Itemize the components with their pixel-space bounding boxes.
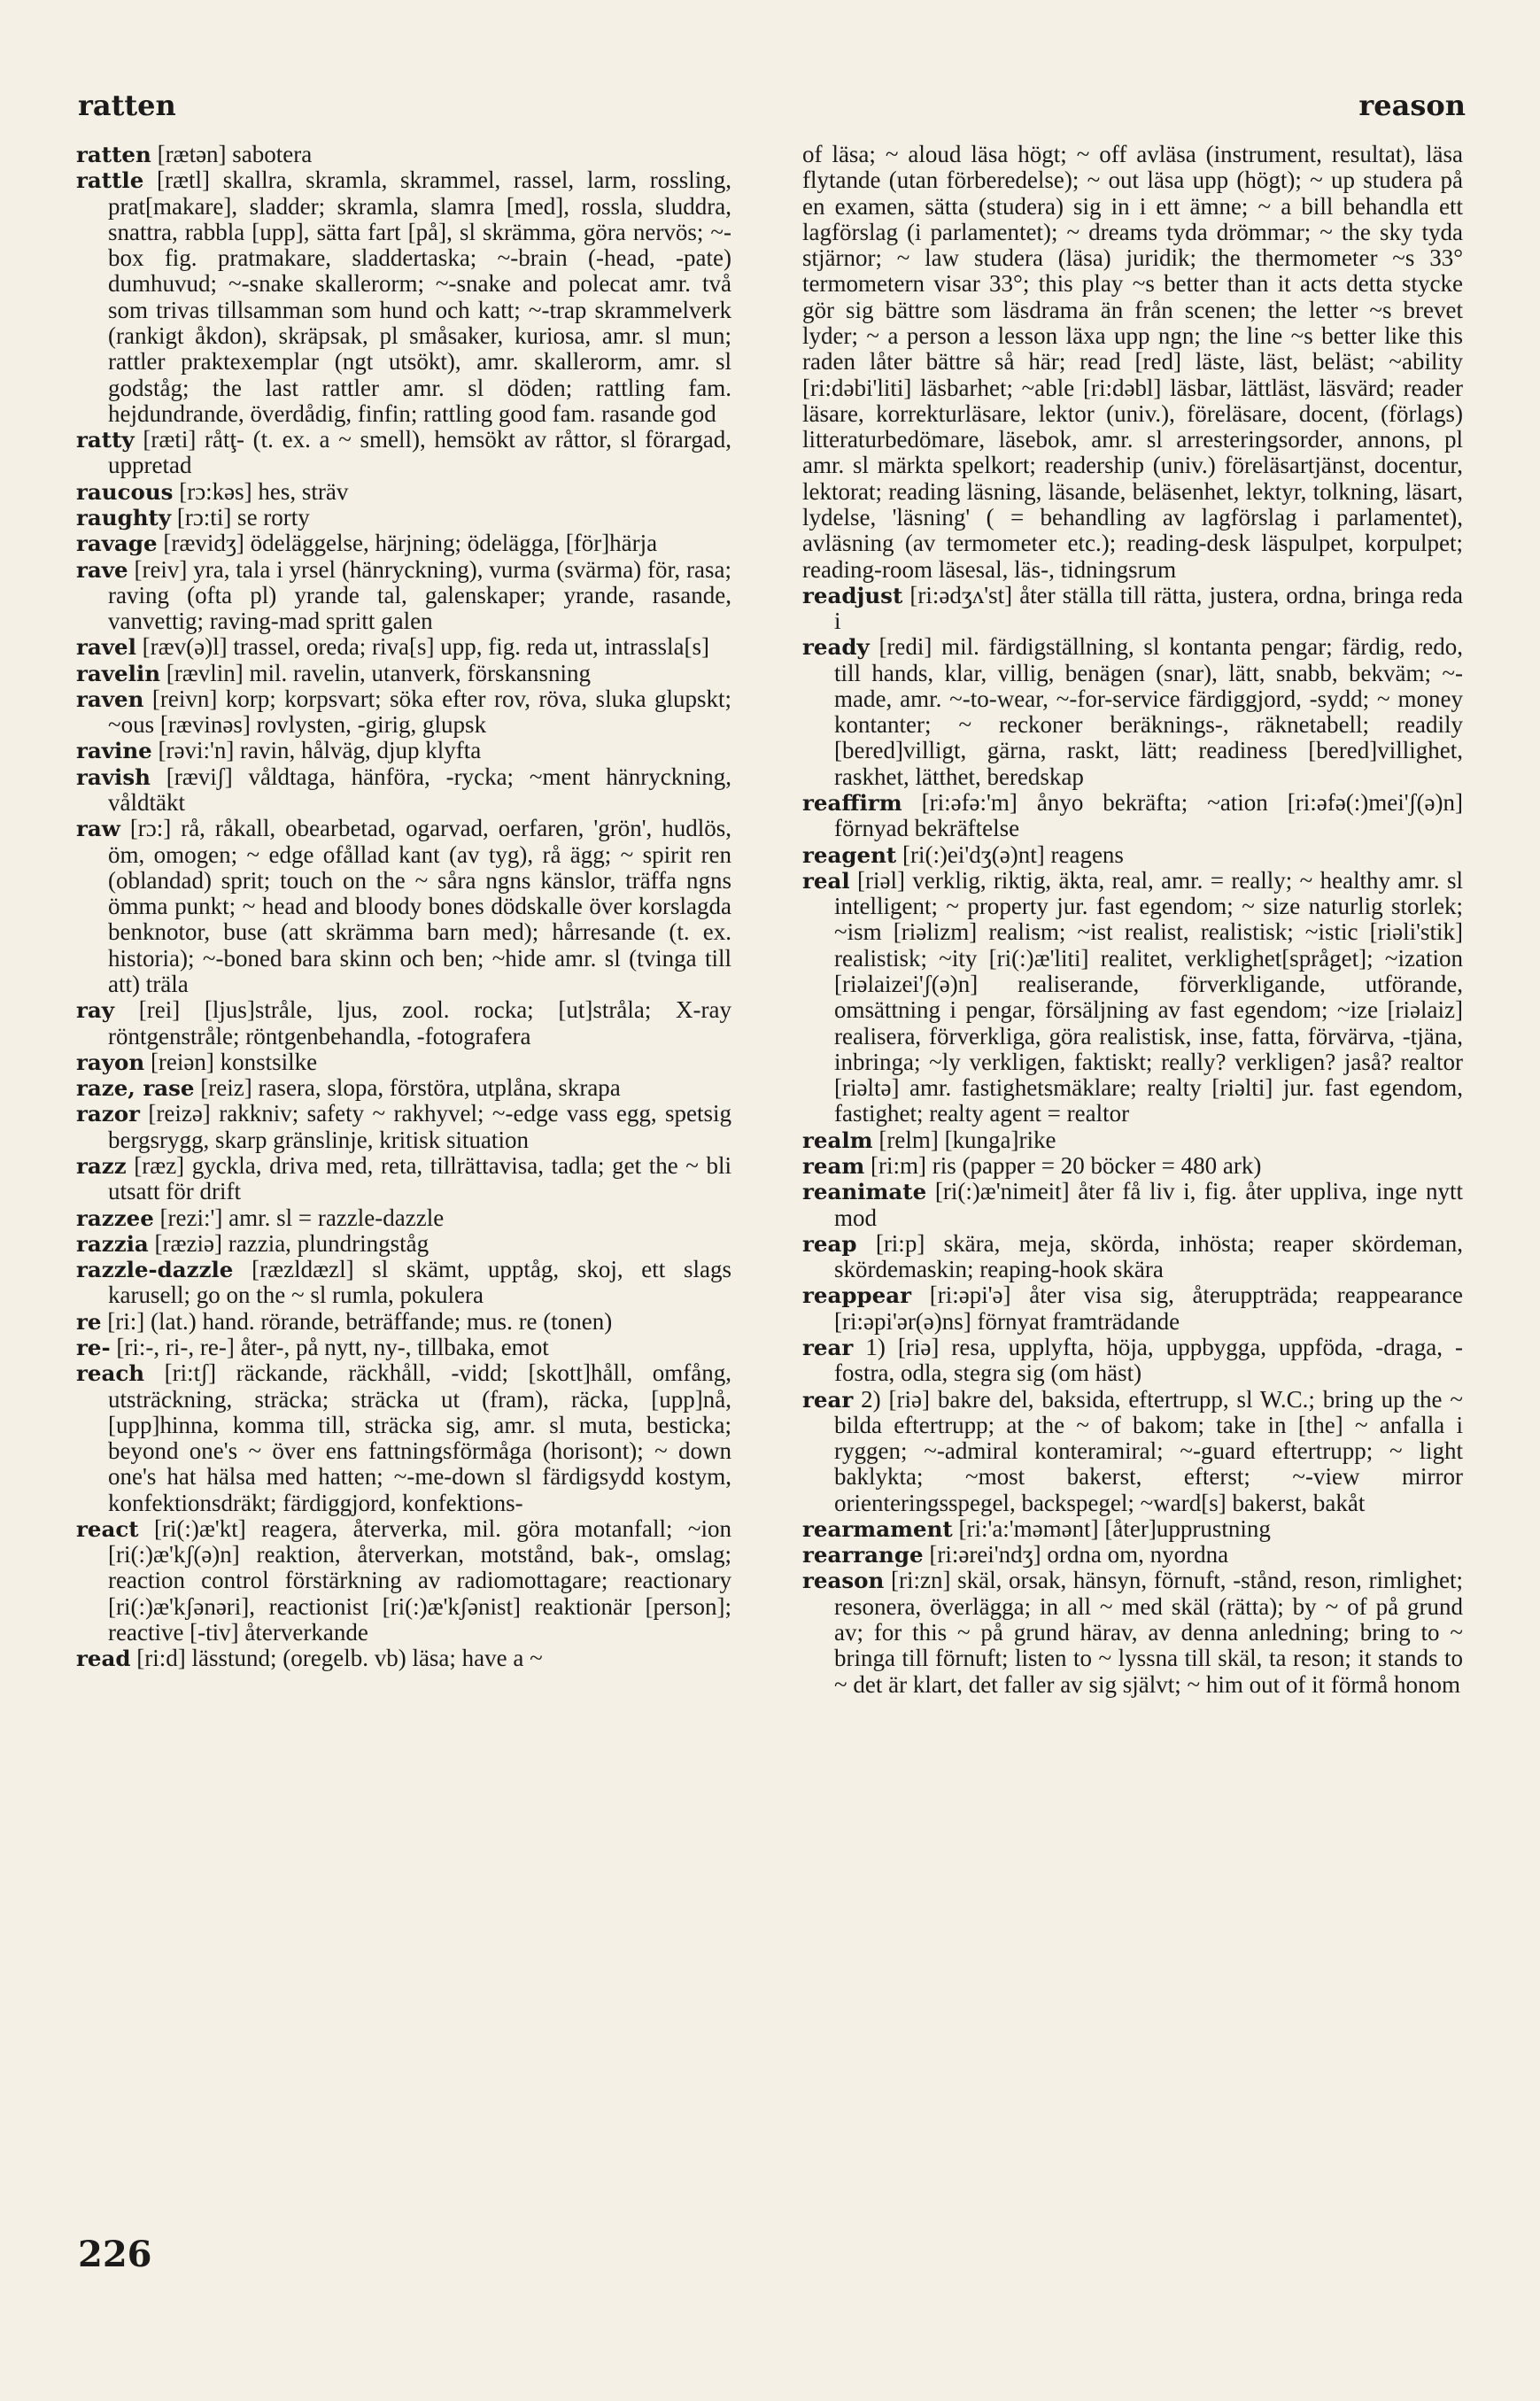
headword: rear (802, 1386, 854, 1413)
dictionary-entry (802, 842, 1463, 868)
dictionary-entry (802, 1335, 1463, 1387)
definition: [relm] [kunga]rike (878, 1126, 1056, 1153)
headword: read (76, 1646, 131, 1672)
dictionary-entry (802, 1282, 1463, 1335)
dictionary-entry (76, 1075, 731, 1101)
dictionary-entry (76, 634, 731, 660)
definition: [rævlin] mil. ravelin, utanverk, förskansning (166, 659, 591, 686)
definition: [reiv] yra, tala i yrsel (hänryckning), vurma (svärma) för, rasa; raving (ofta pl) yrande tal, galenskaper; yrande, rasande, vanvettig; raving-mad spritt galen (108, 555, 731, 635)
dictionary-entry (76, 1049, 731, 1075)
dictionary-entry (802, 1179, 1463, 1231)
dictionary-entry (76, 1231, 731, 1257)
dictionary-entry (76, 167, 731, 427)
definition: [ræviʃ] våldtaga, hänföra, -rycka; ~ment hänryckning, våldtäkt (108, 763, 732, 817)
dictionary-entry (76, 531, 731, 556)
dictionary-entry (76, 1646, 731, 1671)
dictionary-entry (76, 505, 731, 531)
definition: [reizə] rakkniv; safety ~ rakhyvel; ~-edge vass egg, spetsig bergsrygg, skarp gränslinje, kritisk situation (108, 1100, 731, 1153)
dictionary-entry (76, 1309, 731, 1335)
definition: [ri:ədʒʌ'st] åter ställa till rätta, justera, ordna, bringa reda i (834, 581, 1464, 635)
headword: razzee (76, 1204, 154, 1231)
dictionary-entry (76, 686, 731, 739)
definition: [rɔ:ti] se rorty (176, 503, 310, 531)
definition: [reiən] konstsilke (150, 1048, 318, 1075)
definition: [rɔ:kəs] hes, sträv (179, 477, 349, 505)
definition: [rei] [ljus]stråle, ljus, zool. rocka; [ut]stråla; X-ray röntgenstråle; röntgenbehandla, -fotografera (108, 996, 731, 1049)
dictionary-entry (76, 1335, 731, 1360)
definition: [ri:m] ris (papper = 20 böcker = 480 ark) (871, 1151, 1262, 1179)
definition: [reivn] korp; korpsvart; söka efter rov, röva, sluka glupskt; ~ous [rævinəs] rovlysten, -girig, glupsk (108, 685, 732, 739)
definition: [rɔ:] rå, råkall, obearbetad, ogarvad, oerfaren, 'grön', hudlös, öm, omogen; ~ edge ofållad kant (av tyg), rå ägg; ~ spirit ren (oblandad) sprit; touch on the ~ såra ngns känslor, träffa ngns ömma punkt; ~ head and bloody bones dödskalle över korslagda benknotor, buse (att skrämma barn med); hårresande (t. ex. historia); ~-boned bara skinn och ben; ~hide amr. sl (tvinga till att) träla (108, 815, 731, 997)
headword: ream (802, 1152, 865, 1179)
dictionary-entry (802, 142, 1463, 583)
headword: reanimate (802, 1179, 927, 1205)
definition: [rəvi:'n] ravin, hålväg, djup klyfta (158, 737, 482, 764)
headword: ravish (76, 763, 151, 790)
definition: [ri:ərei'ndʒ] ordna om, nyordna (929, 1541, 1229, 1568)
running-head-left: ratten (78, 89, 176, 122)
definition: [ri(:)æ'kt] reagera, återverka, mil. göra motanfall; ~ion [ri(:)æ'kʃ(ə)n] reaktion, återverkan, motstånd, bak-, omslag; reaction control förstärkning av radiomottagare; reactionary [ri(:)æ'kʃənəri], reactionist [ri(:)æ'kʃənist] reaktionär [person]; reactive [-tiv] återverkande (108, 1514, 731, 1646)
headword: razzia (76, 1230, 149, 1257)
headword: react (76, 1515, 139, 1542)
dictionary-entry (76, 1360, 731, 1516)
definition: 2) [riə] bakre del, baksida, eftertrupp, sl W.C.; bring up the ~ bilda eftertrupp; at the ~ of bakom; take in [the] ~ anfalla i ryggen; ~-admiral konteramiral; ~-guard eftertrupp; ~ light baklykta; ~most bakerst, efterst; ~-view mirror orienteringsspegel, backspegel; ~ward[s] bakerst, bakåt (834, 1385, 1464, 1516)
headword: ratty (76, 427, 135, 453)
definition: [ræziə] razzia, plundringståg (154, 1229, 429, 1257)
dictionary-entry (76, 142, 731, 167)
headword: rearrange (802, 1542, 924, 1568)
dictionary-entry (76, 1257, 731, 1309)
headword: ravel (76, 634, 136, 661)
headword: re (76, 1308, 102, 1335)
right-column (802, 142, 1463, 1698)
definition: [rætl] skallra, skramla, skrammel, rassel, larm, rossling, prat[makare], sladder; skramla, slamra [med], rossla, sluddra, snattra, rabbla [upp], sätta fart [på], sl skrämma, göra nervös; ~-box fig. pratmakare, sladdertaska; ~-brain (-head, -pate) dumhuvud; ~-snake skallerorm; ~-snake and polecat amr. två som trivas tillsamman som hund och katt; ~-trap skrammelverk (rankigt åkdon), skräpsak, pl småsaker, kuriosa, amr. sl mun; rattler praktexemplar (ngt utsökt), amr. skallerorm, amr. sl godståg; the last rattler amr. sl döden; rattling fam. hejdundrande, överdådig, finfin; rattling good fam. rasande god (108, 167, 732, 427)
dictionary-entry (76, 738, 731, 763)
definition: [ri:'a:'məmənt] [åter]upprustning (958, 1514, 1271, 1542)
headword: ratten (76, 142, 151, 167)
headword: rave (76, 556, 128, 583)
dictionary-entry (76, 1516, 731, 1646)
headword: ravelin (76, 660, 161, 686)
headword: reach (76, 1360, 145, 1387)
headword: real (802, 867, 850, 894)
headword: raucous (76, 478, 174, 505)
headword: readjust (802, 582, 903, 608)
dictionary-entry (76, 997, 731, 1049)
headword: reagent (802, 841, 897, 868)
dictionary-entry (802, 1516, 1463, 1542)
definition: [ri:əfə:'m] ånyo bekräfta; ~ation [ri:əfə(:)mei'ʃ(ə)n] förnyad bekräftelse (834, 789, 1464, 842)
dictionary-entry (802, 868, 1463, 1127)
dictionary-entry (76, 816, 731, 997)
dictionary-entry (76, 1205, 731, 1231)
headword: realm (802, 1127, 873, 1153)
definition: [ri:əpi'ə] åter visa sig, återuppträda; reappearance [ri:əpi'ər(ə)ns] förnyat framträdande (834, 1282, 1463, 1335)
definition: of läsa; ~ aloud läsa högt; ~ off avläsa (instrument, resultat), läsa flytande (utan förberedelse); ~ out läsa upp (högt); ~ up studera på en examen, sätta (studera) sig in i ett ämne; ~ a bill behandla ett lagförslag (i parlamentet); ~ dreams tyda drömmar; ~ the sky tyda stjärnor; ~ law studera (läsa) juridik; the thermometer ~s 33° termometern visar 33°; this play ~s better than it acts detta stycke gör sig bättre som läsdrama än från scenen; the letter ~s brevet lyder; ~ a person a lesson läxa upp ngn; the line ~s better like this raden låter bättre så här; read [red] läste, läst, beläst; ~ability [ri:dəbi'liti] läsbarhet; ~able [ri:dəbl] läsbar, lättläst, läsvärd; reader läsare, korrekturläsare, lektor (univ.), föreläsare, docent, (förlags) litteraturbedömare, läsebok, amr. sl arresteringsorder, annons, pl amr. sl märkta spelkort; readership (univ.) föreläsartjänst, docentur, lektorat; reading läsning, läsande, beläsenhet, lektyr, tolkning, läsart, lydelse, 'läsning' ( = behandling av lagförslag i parlamentet), avläsning (av termometer etc.); reading-desk läspulpet, korpulpet; reading-room läsesal, läs-, tidningsrum (802, 141, 1463, 583)
definition: [ri:-, ri-, re-] åter-, på nytt, ny-, tillbaka, emot (116, 1333, 549, 1360)
dictionary-entry (802, 1568, 1463, 1697)
headword: ready (802, 634, 870, 661)
dictionary-entry (802, 1127, 1463, 1153)
headword: raven (76, 685, 144, 712)
dictionary-entry (802, 1542, 1463, 1568)
headword: raw (76, 816, 120, 842)
headword: rearmament (802, 1515, 953, 1542)
definition: [ri:] (lat.) hand. rörande, beträffande; mus. re (tonen) (107, 1307, 613, 1335)
dictionary-entry (76, 1153, 731, 1205)
definition: [reiz] rasera, slopa, förstöra, utplåna, skrapa (200, 1074, 621, 1102)
headword: ray (76, 997, 115, 1024)
definition: [ræv(ə)l] trassel, oreda; riva[s] upp, fig. reda ut, intrassla[s] (142, 633, 709, 661)
definition: [ræzldæzl] sl skämt, upptåg, skoj, ett slags karusell; go on the ~ sl rumla, pokulera (108, 1256, 731, 1309)
dictionary-entry (802, 634, 1463, 790)
left-column (76, 142, 731, 1672)
definition: [rezi:'] amr. sl = razzle-dazzle (159, 1204, 445, 1231)
definition: 1) [riə] resa, upplyfta, höja, uppbygga, uppföda, -draga, -fostra, odla, stegra sig (om häst) (834, 1333, 1464, 1387)
dictionary-entry (802, 790, 1463, 842)
definition: [ræz] gyckla, driva med, reta, tillrättavisa, tadla; get the ~ bli utsatt för drift (108, 1151, 731, 1205)
definition: [rætən] sabotera (157, 141, 313, 167)
running-head-right: reason (1358, 89, 1466, 122)
headword: raze, rase (76, 1075, 195, 1102)
dictionary-entry (76, 1101, 731, 1153)
headword: razz (76, 1152, 127, 1179)
definition: [rævidʒ] ödeläggelse, härjning; ödelägga, [för]härja (163, 530, 658, 557)
headword: reappear (802, 1282, 912, 1309)
headword: reap (802, 1230, 857, 1257)
definition: [ræti] råtţ- (t. ex. a ~ smell), hemsökt av råttor, sl förargad, uppretad (108, 426, 731, 479)
headword: reaffirm (802, 790, 902, 817)
headword: razzle-dazzle (76, 1257, 234, 1283)
headword: reason (802, 1568, 885, 1594)
headword: rayon (76, 1049, 145, 1075)
definition: [ri:tʃ] räckande, räckhåll, -vidd; [skott]håll, omfång, utsträckning, sträcka; sträcka ut (fram), räcka, [upp]nå, [upp]hinna, komma till, sträcka sig, amr. sl muta, besticka; beyond one's ~ över ens fattningsförmåga (horisont); ~ down one's hat hälsa med hatten; ~-me-down sl färdigsydd kostym, konfektionsdräkt; färdiggjord, konfektions- (108, 1359, 731, 1516)
dictionary-entry (802, 583, 1463, 635)
headword: re- (76, 1334, 111, 1360)
headword: rattle (76, 167, 144, 194)
dictionary-entry (802, 1387, 1463, 1516)
definition: [redi] mil. färdigställning, sl kontanta pengar; färdig, redo, till hands, klar, villig, benägen (snar), lätt, snabb, bekväm; ~-made, amr. ~-to-wear, ~-for-service färdiggjord, -sydd; ~ money kontanter; ~ reckoner beräknings-, räknetabell; readily [bered]villigt, gärna, raskt, lätt; readiness [bered]villighet, raskhet, lätthet, beredskap (834, 633, 1464, 790)
dictionary-entry (76, 557, 731, 635)
definition: [ri:d] lässtund; (oregelb. vb) läsa; have a ~ (136, 1645, 543, 1672)
definition: [riəl] verklig, riktig, äkta, real, amr. = really; ~ healthy amr. sl intelligent; ~ property jur. fast egendom; ~ size naturlig storlek; ~ism [riəlizm] realism; ~ist realist, realistisk; ~istic [riəli'stik] realistisk; ~ity [ri(:)æ'liti] realitet, verklighet[språget]; ~ization [riəlaizei'ʃ(ə)n] realiserande, förverkligande, utförande, omsättning i pengar, försäljning av fast egendom; ~ize [riəlaiz] realisera, förverkliga, göra realistisk, inse, fatta, förvärva, -tjäna, inbringa; ~ly verkligen, faktiskt; really? verkligen? jaså? realtor [riəltə] amr. fastighetsmäklare; realty [riəlti] jur. fast egendom, fastighet; realty agent = realtor (834, 866, 1464, 1127)
definition: [ri(:)ei'dʒ(ə)nt] reagens (902, 840, 1124, 868)
dictionary-entry (76, 479, 731, 505)
dictionary-entry (76, 427, 731, 479)
dictionary-entry (802, 1153, 1463, 1179)
headword: raughty (76, 504, 172, 531)
headword: razor (76, 1101, 140, 1127)
dictionary-entry (76, 661, 731, 686)
definition: [ri:zn] skäl, orsak, hänsyn, förnuft, -stånd, reson, rimlighet; resonera, överlägga; in all ~ med skäl (rätta); by ~ of på grund av; for this ~ på grund härav, av denna anledning; bring to ~ bringa till förnuft; listen to ~ lyssna till skäl, ta reson; it stands to ~ det är klart, det faller av sig självt; ~ him out of it förmå honom (834, 1567, 1464, 1698)
headword: ravage (76, 531, 158, 557)
headword: rear (802, 1334, 854, 1360)
dictionary-entry (76, 764, 731, 817)
page-number: 226 (78, 2234, 152, 2275)
headword: ravine (76, 738, 152, 764)
definition: [ri:p] skära, meja, skörda, inhösta; reaper skördeman, skördemaskin; reaping-hook skära (834, 1229, 1463, 1283)
definition: [ri(:)æ'nimeit] åter få liv i, fig. åter uppliva, inge nytt mod (834, 1178, 1463, 1231)
dictionary-entry (802, 1231, 1463, 1283)
